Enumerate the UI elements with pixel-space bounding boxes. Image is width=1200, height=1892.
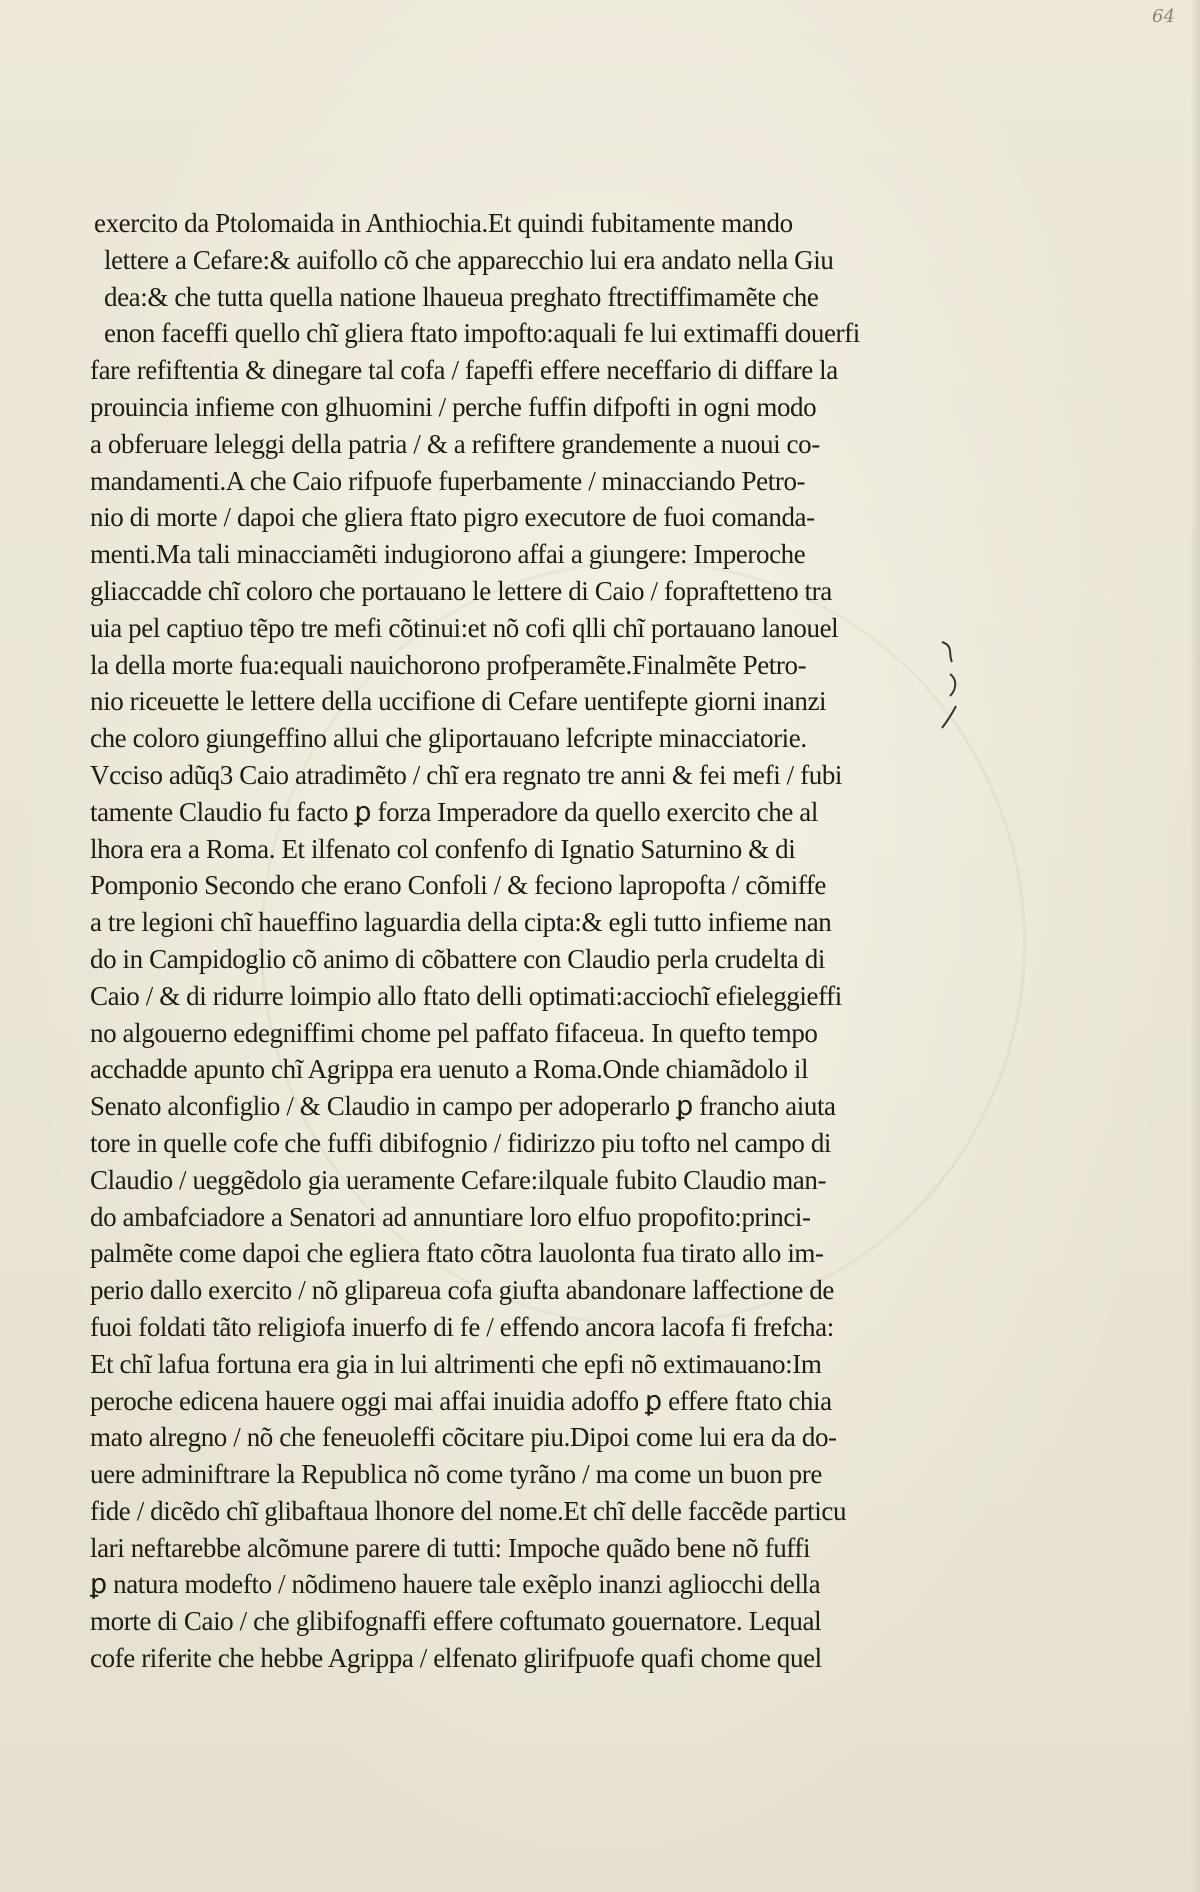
text-line: exercito da Ptolomaida in Anthiochia.Et quindi fubitamente mando <box>94 208 793 238</box>
text-line: lettere a Cefare:& auifollo cõ che apparecchio lui era andato nella Giu <box>104 244 834 275</box>
text-line: fare refiftentia & dinegare tal cofa / fapeffi effere neceffario di diffare la <box>90 355 838 386</box>
text-line: tore in quelle cofe che fuffi dibifognio / fidirizzo piu tofto nel campo di <box>90 1127 832 1158</box>
text-line: gliaccadde chĩ coloro che portauano le lettere di Caio / fopraftetteno tra <box>90 575 832 606</box>
text-line: Et chĩ lafua fortuna era gia in lui altrimenti che epfi nõ extimauano:Im <box>90 1348 822 1379</box>
text-line: Caio / & di ridurre loimpio allo ftato delli optimati:acciochĩ efieleggieffi <box>90 980 842 1011</box>
text-line: uia pel captiuo tẽpo tre mefi cõtinui:et nõ cofi qlli chĩ portauano lanouel <box>90 612 839 643</box>
text-line: dea:& che tutta quella natione lhaueua preghato ftrectiffimamẽte che <box>104 281 819 312</box>
text-line: nio riceuette le lettere della uccifione di Cefare uentifepte giorni inanzi <box>90 686 827 717</box>
text-line: tamente Claudio fu facto ꝑ forza Imperadore da quello exercito che al <box>90 796 818 827</box>
text-line: Claudio / ueggẽdolo gia ueramente Cefare:ilquale fubito Claudio man- <box>90 1164 827 1195</box>
text-line: menti.Ma tali minacciamẽti indugiorono affai a giungere: Imperoche <box>90 539 806 570</box>
text-line: nio di morte / dapoi che gliera ftato pigro executore de fuoi comanda- <box>90 502 815 533</box>
text-line: a obferuare leleggi della patria / & a refiftere grandemente a nuoui co- <box>90 428 820 459</box>
text-line: palmẽte come dapoi che egliera ftato cõtra lauolonta fua tirato allo im- <box>90 1238 824 1269</box>
text-line: a tre legioni chĩ haueffino laguardia della cipta:& egli tutto infieme nan <box>90 907 832 938</box>
text-line: do in Campidoglio cõ animo di cõbattere con Claudio perla crudelta di <box>90 943 825 974</box>
text-line: uere adminiftrare la Republica nõ come tyrãno / ma come un buon pre <box>90 1459 822 1490</box>
text-line: mato alregno / nõ che feneuoleffi cõcitare piu.Dipoi come lui era da do- <box>90 1422 837 1453</box>
text-line: la della morte fua:equali nauichorono profperamẽte.Finalmẽte Petro- <box>90 649 807 680</box>
text-line: ꝑ natura modefto / nõdimeno hauere tale exẽplo inanzi agliocchi della <box>90 1569 821 1600</box>
page-edge <box>1190 0 1200 1892</box>
text-line: enon faceffi quello chĩ gliera ftato impofto:aquali fe lui extimaffi douerfi <box>104 318 860 349</box>
text-line: do ambafciadore a Senatori ad annuntiare loro elfuo propofito:princi- <box>90 1201 811 1232</box>
text-line: fuoi foldati tãto religiofa inuerfo di fe / effendo ancora lacofa fi frefcha: <box>90 1311 834 1342</box>
text-line: che coloro giungeffino allui che gliportauano lefcripte minacciatorie. <box>90 723 807 754</box>
text-line: Vcciso adũq3 Caio atradimẽto / chĩ era regnato tre anni & fei mefi / fubi <box>90 759 843 790</box>
text-line: Pomponio Secondo che erano Confoli / & feciono lapropofta / cõmiffe <box>90 870 827 901</box>
margin-bracket-mark <box>938 640 964 730</box>
text-line: cofe riferite che hebbe Agrippa / elfenato glirifpuofe quafi chome quel <box>90 1643 822 1674</box>
text-line: peroche edicena hauere oggi mai affai inuidia adoffo ꝑ effere ftato chia <box>90 1385 832 1416</box>
text-line: no algouerno edegniffimi chome pel paffato fifaceua. In quefto tempo <box>90 1017 818 1048</box>
text-line: acchadde apunto chĩ Agrippa era uenuto a Roma.Onde chiamãdolo il <box>90 1054 809 1085</box>
folio-number: 64 <box>1152 6 1175 27</box>
text-line: lhora era a Roma. Et ilfenato col confenfo di Ignatio Saturnino & di <box>90 833 796 864</box>
text-line: prouincia infieme con glhuomini / perche fuffin difpofti in ogni modo <box>90 391 817 422</box>
text-line: perio dallo exercito / nõ glipareua cofa giufta abandonare laffectione de <box>90 1275 834 1306</box>
text-line: morte di Caio / che glibifognaffi effere coftumato gouernatore. Lequal <box>90 1606 822 1637</box>
text-line: mandamenti.A che Caio rifpuofe fuperbamente / minacciando Petro- <box>90 465 806 496</box>
text-line: lari neftarebbe alcõmune parere di tutti: Impoche quãdo bene nõ fuffi <box>90 1532 811 1563</box>
text-line: fide / dicẽdo chĩ glibaftaua lhonore del nome.Et chĩ delle faccẽde particu <box>90 1495 847 1526</box>
text-block <box>90 205 970 1677</box>
text-line: Senato alconfiglio / & Claudio in campo per adoperarlo ꝑ francho aiuta <box>90 1091 836 1122</box>
